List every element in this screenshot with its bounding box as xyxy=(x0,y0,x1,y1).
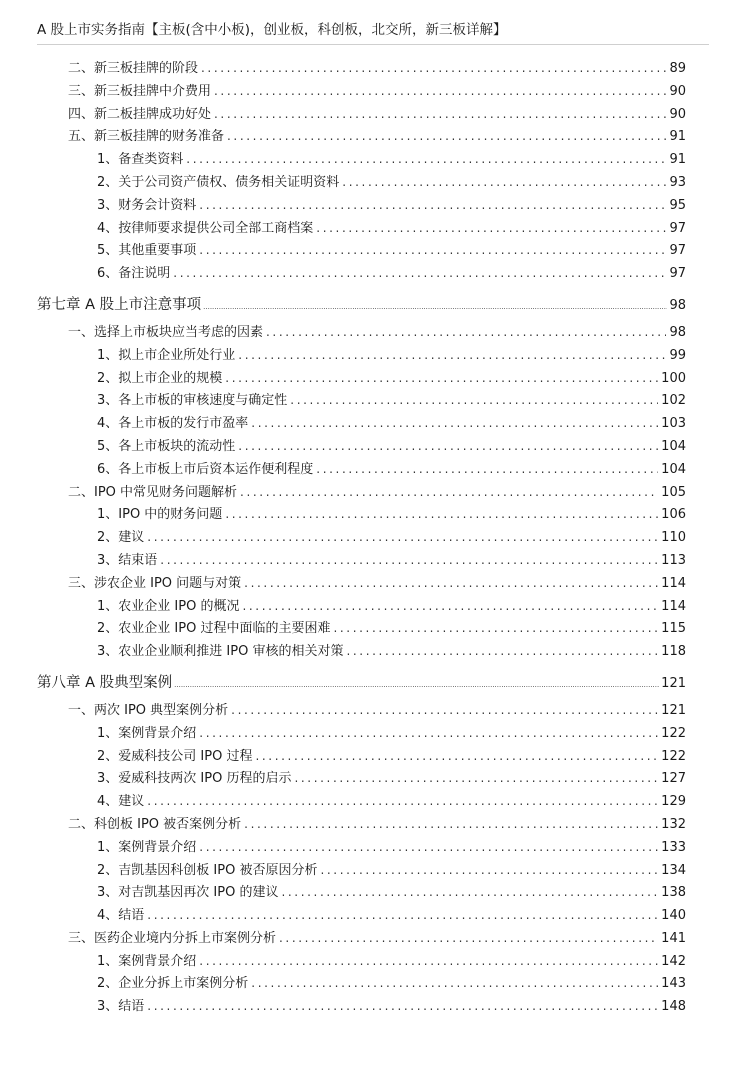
toc-entry[interactable] xyxy=(0,412,732,435)
toc-entry-label: 1、案例背景介绍 xyxy=(97,953,197,969)
toc-entry[interactable] xyxy=(0,148,732,171)
toc-entry-label: 三、医药企业境内分拆上市案例分析 xyxy=(68,930,277,946)
toc-entry-label: 1、拟上市企业所处行业 xyxy=(97,347,236,363)
toc-page-number: 91 xyxy=(669,152,686,168)
toc-page-number: 129 xyxy=(661,794,686,810)
toc-entry[interactable] xyxy=(0,321,732,344)
toc-entry-label: 2、关于公司资产债权、债务相关证明资料 xyxy=(97,174,340,190)
toc-entry-label: 2、企业分拆上市案例分析 xyxy=(97,976,249,992)
toc-entry-label: 3、对吉凯基因再次 IPO 的建议 xyxy=(97,885,279,901)
toc-page-number: 121 xyxy=(661,702,686,718)
toc-chapter-entry[interactable] xyxy=(0,294,732,316)
dot-leader xyxy=(240,481,658,504)
dot-leader xyxy=(147,526,658,549)
toc-entry-label: 5、各上市板块的流动性 xyxy=(97,438,236,454)
toc-entry[interactable] xyxy=(0,80,732,103)
toc-entry-label: 2、吉凯基因科创板 IPO 被否原因分析 xyxy=(97,862,318,878)
dot-leader xyxy=(244,813,658,836)
toc-entry[interactable] xyxy=(0,859,732,882)
toc-entry[interactable] xyxy=(0,125,732,148)
toc-entry-label: 三、涉农企业 IPO 问题与对策 xyxy=(68,575,242,591)
dot-leader xyxy=(174,674,659,696)
dot-leader xyxy=(147,995,658,1018)
toc-entry-label: 4、结语 xyxy=(97,908,145,924)
toc-entry[interactable] xyxy=(0,836,732,859)
toc-page-number: 102 xyxy=(661,393,686,409)
toc-entry-label: 四、新二板挂牌成功好处 xyxy=(68,106,212,122)
dot-leader xyxy=(251,412,658,435)
dot-leader xyxy=(279,927,658,950)
toc-chapter-entry[interactable] xyxy=(0,672,732,694)
toc-entry[interactable] xyxy=(0,549,732,572)
toc-entry-label: 4、各上市板的发行市盈率 xyxy=(97,416,249,432)
toc-entry-label: 2、拟上市企业的规模 xyxy=(97,370,223,386)
dot-leader xyxy=(346,640,658,663)
toc-page-number: 115 xyxy=(661,621,686,637)
toc-page-number: 134 xyxy=(661,862,686,878)
toc-entry[interactable] xyxy=(0,503,732,526)
toc-entry[interactable] xyxy=(0,904,732,927)
toc-entry[interactable] xyxy=(0,239,732,262)
dot-leader xyxy=(238,435,658,458)
toc-entry[interactable] xyxy=(0,344,732,367)
dot-leader xyxy=(244,572,658,595)
toc-entry-label: 2、建议 xyxy=(97,530,145,546)
dot-leader xyxy=(255,745,658,768)
toc-entry[interactable] xyxy=(0,435,732,458)
toc-entry-label: 二、新三板挂牌的阶段 xyxy=(68,61,199,76)
dot-leader xyxy=(199,194,666,217)
toc-entry-label: 1、案例背景介绍 xyxy=(97,839,197,855)
toc-page-number: 97 xyxy=(669,243,686,259)
toc-entry-label: 2、农业企业 IPO 过程中面临的主要困难 xyxy=(97,621,331,637)
toc-entry[interactable] xyxy=(0,699,732,722)
toc-entry[interactable] xyxy=(0,813,732,836)
toc-entry-label: 4、建议 xyxy=(97,794,145,810)
table-of-contents xyxy=(0,57,732,1018)
toc-page-number: 93 xyxy=(669,174,686,190)
dot-leader xyxy=(281,881,658,904)
dot-leader xyxy=(227,125,666,148)
toc-entry-label: 4、按律师要求提供公司全部工商档案 xyxy=(97,220,314,236)
toc-entry-label: 一、选择上市板块应当考虑的因素 xyxy=(68,324,264,340)
toc-entry-label: 二、科创板 IPO 被否案例分析 xyxy=(68,816,242,832)
toc-page-number: 127 xyxy=(661,771,686,787)
toc-page-number: 103 xyxy=(661,416,686,432)
toc-page-number: 104 xyxy=(661,461,686,477)
dot-leader xyxy=(199,950,658,973)
toc-entry-label: 3、各上市板的审核速度与确定性 xyxy=(97,393,288,409)
toc-page-number: 91 xyxy=(669,129,686,145)
toc-entry[interactable] xyxy=(0,767,732,790)
dot-leader xyxy=(294,767,658,790)
toc-page-number: 113 xyxy=(661,552,686,568)
toc-entry-label: 1、农业企业 IPO 的概况 xyxy=(97,598,240,614)
toc-page-number: 98 xyxy=(669,324,686,340)
toc-entry-label: 一、两次 IPO 典型案例分析 xyxy=(68,702,229,718)
toc-entry[interactable] xyxy=(0,927,732,950)
toc-entry[interactable] xyxy=(0,790,732,813)
toc-page-number: 118 xyxy=(661,644,686,660)
toc-entry-label: 6、各上市板上市后资本运作便利程度 xyxy=(97,461,314,477)
toc-page-number: 132 xyxy=(661,816,686,832)
toc-page-number: 121 xyxy=(661,675,686,691)
dot-leader xyxy=(342,171,666,194)
dot-leader xyxy=(199,722,658,745)
toc-page-number: 105 xyxy=(661,484,686,500)
toc-page-number: 143 xyxy=(661,976,686,992)
toc-entry[interactable] xyxy=(0,389,732,412)
toc-entry-label: 三、新三板挂牌中介费用 xyxy=(68,83,212,99)
toc-page-number: 90 xyxy=(669,83,686,99)
dot-leader xyxy=(147,904,658,927)
toc-entry-label: 3、结语 xyxy=(97,999,145,1015)
toc-entry[interactable] xyxy=(0,194,732,217)
toc-entry-label: 五、新三板挂牌的财务准备 xyxy=(68,129,225,145)
toc-page-number: 97 xyxy=(669,266,686,282)
toc-entry[interactable] xyxy=(0,367,732,390)
toc-entry-label: 3、结束语 xyxy=(97,552,158,568)
toc-entry[interactable] xyxy=(0,722,732,745)
toc-entry[interactable] xyxy=(0,745,732,768)
dot-leader xyxy=(201,57,666,80)
toc-page-number: 114 xyxy=(661,575,686,591)
dot-leader xyxy=(203,296,667,318)
toc-page-number: 114 xyxy=(661,598,686,614)
toc-entry[interactable] xyxy=(0,995,732,1018)
dot-leader xyxy=(238,344,666,367)
toc-entry-label: 5、其他重要事项 xyxy=(97,243,197,259)
toc-page-number: 122 xyxy=(661,725,686,741)
dot-leader xyxy=(320,859,658,882)
dot-leader xyxy=(225,367,658,390)
toc-page-number: 138 xyxy=(661,885,686,901)
toc-page-number: 141 xyxy=(661,930,686,946)
toc-entry[interactable] xyxy=(0,57,732,80)
toc-page-number: 95 xyxy=(669,197,686,213)
toc-entry-label: 第七章 A 股上市注意事项 xyxy=(37,296,202,313)
toc-page-number: 142 xyxy=(661,953,686,969)
toc-entry[interactable] xyxy=(0,526,732,549)
toc-entry[interactable] xyxy=(0,458,732,481)
dot-leader xyxy=(266,321,666,344)
toc-entry[interactable] xyxy=(0,595,732,618)
dot-leader xyxy=(199,239,666,262)
toc-page-number: 97 xyxy=(669,220,686,236)
dot-leader xyxy=(316,458,658,481)
toc-page-number: 99 xyxy=(669,347,686,363)
toc-entry[interactable] xyxy=(0,171,732,194)
running-header: A 股上市实务指南【主板(含中小板)，创业板，科创板，北交所，新三板详解】 xyxy=(37,22,507,38)
toc-page-number: 100 xyxy=(661,370,686,386)
toc-entry[interactable] xyxy=(0,617,732,640)
toc-entry[interactable] xyxy=(0,640,732,663)
dot-leader xyxy=(290,389,658,412)
dot-leader xyxy=(214,103,666,126)
dot-leader xyxy=(214,80,666,103)
toc-page-number: 148 xyxy=(661,999,686,1015)
toc-entry[interactable] xyxy=(0,262,732,285)
dot-leader xyxy=(186,148,666,171)
toc-page-number: 90 xyxy=(669,106,686,122)
toc-entry-label: 6、备注说明 xyxy=(97,266,171,282)
toc-entry[interactable] xyxy=(0,481,732,504)
dot-leader xyxy=(316,217,666,240)
dot-leader xyxy=(173,262,666,285)
dot-leader xyxy=(333,617,658,640)
toc-entry-label: 第八章 A 股典型案例 xyxy=(37,674,173,691)
toc-entry[interactable] xyxy=(0,950,732,973)
dot-leader xyxy=(231,699,658,722)
toc-entry-label: 1、案例背景介绍 xyxy=(97,725,197,741)
toc-page-number: 98 xyxy=(669,297,686,313)
toc-page-number: 89 xyxy=(669,61,686,76)
toc-page-number: 104 xyxy=(661,438,686,454)
toc-page-number: 133 xyxy=(661,839,686,855)
toc-entry[interactable] xyxy=(0,972,732,995)
toc-entry-label: 3、财务会计资料 xyxy=(97,197,197,213)
toc-entry[interactable] xyxy=(0,881,732,904)
toc-page-number: 110 xyxy=(661,530,686,546)
toc-page-number: 122 xyxy=(661,748,686,764)
dot-leader xyxy=(225,503,658,526)
toc-entry[interactable] xyxy=(0,103,732,126)
toc-entry-label: 2、爱威科技公司 IPO 过程 xyxy=(97,748,253,764)
toc-entry-label: 3、农业企业顺利推进 IPO 审核的相关对策 xyxy=(97,644,344,660)
toc-entry-label: 3、爱威科技两次 IPO 历程的启示 xyxy=(97,771,292,787)
toc-entry-label: 1、备查类资料 xyxy=(97,152,184,168)
header-divider xyxy=(37,44,709,45)
dot-leader xyxy=(147,790,658,813)
toc-entry[interactable] xyxy=(0,217,732,240)
toc-entry[interactable] xyxy=(0,572,732,595)
dot-leader xyxy=(160,549,658,572)
toc-page-number: 140 xyxy=(661,908,686,924)
toc-page-number: 106 xyxy=(661,507,686,523)
dot-leader xyxy=(199,836,658,859)
toc-entry-label: 二、IPO 中常见财务问题解析 xyxy=(68,484,238,500)
dot-leader xyxy=(251,972,658,995)
dot-leader xyxy=(242,595,658,618)
toc-entry-label: 1、IPO 中的财务问题 xyxy=(97,507,223,523)
